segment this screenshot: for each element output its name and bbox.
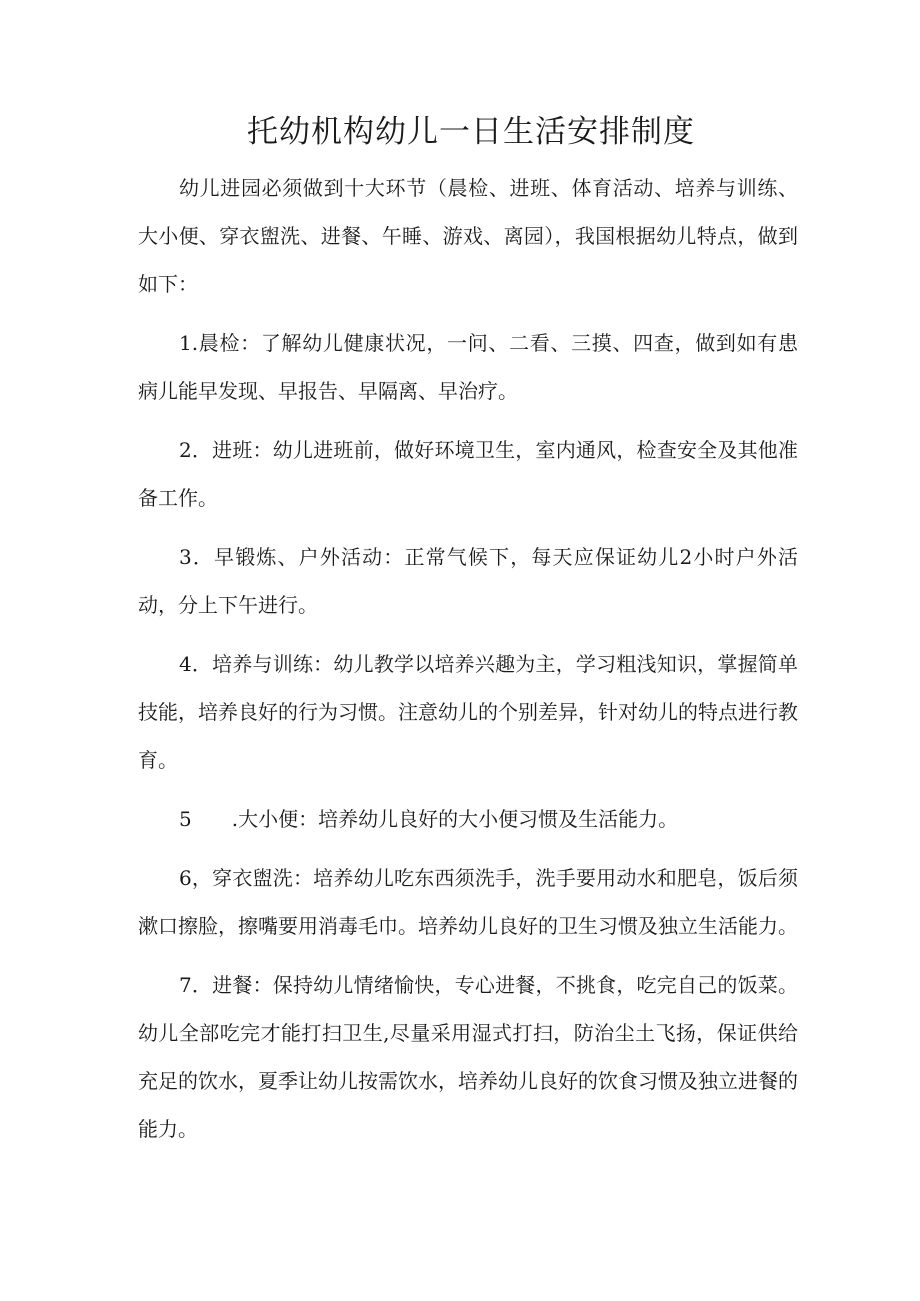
- paragraph-entering-class: 2．进班：幼儿进班前，做好环境卫生，室内通风，检查安全及其他准备工作。: [138, 438, 798, 510]
- paragraph-intro: 幼儿进园必须做到十大环节（晨检、进班、体育活动、培养与训练、大小便、穿衣盥洗、进餐、午睡、游戏、离园），我国根据幼儿特点，做到如下：: [138, 176, 798, 296]
- paragraph-dressing-washing: 6，穿衣盥洗：培养幼儿吃东西须洗手，洗手要用动水和肥皂，饭后须漱口擦脸，擦嘴要用消毒毛巾。培养幼儿良好的卫生习惯及独立生活能力。: [138, 866, 798, 938]
- document-page: [138, 110, 798, 1164]
- paragraph-training: 4．培养与训练：幼儿教学以培养兴趣为主，学习粗浅知识，掌握简单技能，培养良好的行为习惯。注意幼儿的个别差异，针对幼儿的特点进行教育。: [138, 652, 798, 772]
- paragraph-meals: 7．进餐：保持幼儿情绪愉快，专心进餐，不挑食，吃完自己的饭菜。幼儿全部吃完才能打扫卫生,尽量采用湿式打扫，防治尘土飞扬，保证供给充足的饮水，夏季让幼儿按需饮水，培养幼儿良好的饮食习惯及独立进餐的能力。: [138, 973, 798, 1141]
- document-title: 托幼机构幼儿一日生活安排制度: [247, 114, 695, 150]
- paragraph-morning-check: 1.晨检：了解幼儿健康状况，一问、二看、三摸、四查，做到如有患病儿能早发现、早报告、早隔离、早治疗。: [138, 331, 798, 403]
- paragraph-toilet: 5 .大小便：培养幼儿良好的大小便习惯及生活能力。: [179, 807, 679, 831]
- paragraph-outdoor-activity: 3．早锻炼、户外活动：正常气候下，每天应保证幼儿2小时户外活动，分上下午进行。: [138, 545, 798, 617]
